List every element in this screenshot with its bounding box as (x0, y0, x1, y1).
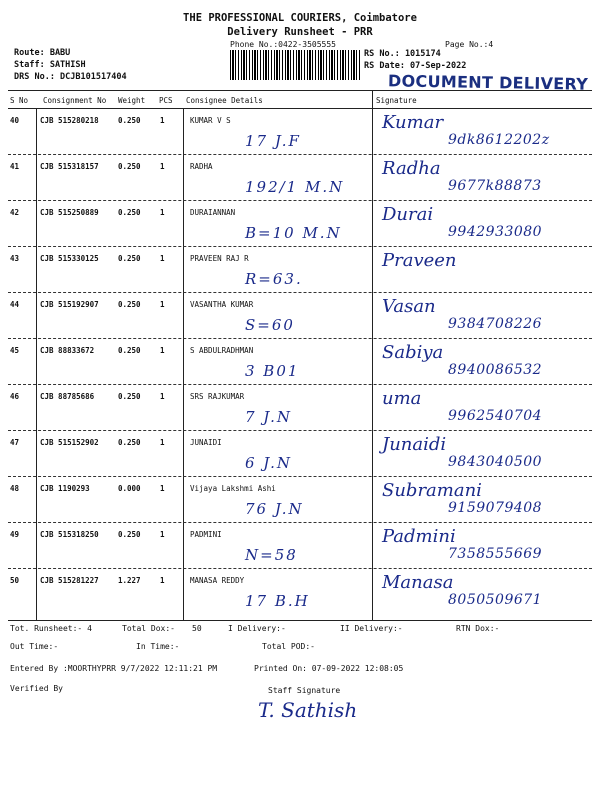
row-weight: 0.250 (118, 346, 141, 355)
row-signature: Vasan (382, 296, 436, 317)
grid-line (183, 108, 184, 620)
row-sno: 46 (10, 392, 20, 401)
verified-by: Verified By (10, 684, 63, 693)
row-divider (8, 338, 592, 339)
row-handwritten-phone: 9159079408 (448, 500, 543, 516)
row-handwritten-address: 7 J.N (245, 408, 293, 426)
row-pcs: 1 (160, 254, 165, 263)
row-consignment-no: CJB 88785686 (40, 392, 95, 401)
row-divider (8, 384, 592, 385)
row-signature: Sabiya (382, 342, 444, 363)
row-handwritten-address: 17 J.F (245, 132, 301, 150)
drs-number: DRS No.: DCJB101517404 (14, 72, 127, 82)
row-weight: 0.250 (118, 208, 141, 217)
row-consignment-no: CJB 515281227 (40, 576, 99, 585)
row-pcs: 1 (160, 438, 165, 447)
row-sno: 50 (10, 576, 20, 585)
total-dox-label: Total Dox:- (122, 624, 175, 633)
row-handwritten-address: 6 J.N (245, 454, 293, 472)
row-handwritten-phone: 9677k88873 (448, 178, 542, 194)
row-divider (8, 522, 592, 523)
company-title: THE PROFESSIONAL COURIERS, Coimbatore (183, 12, 417, 24)
row-weight: 0.250 (118, 300, 141, 309)
row-pcs: 1 (160, 484, 165, 493)
row-sno: 40 (10, 116, 20, 125)
row-pcs: 1 (160, 300, 165, 309)
row-consignment-no: CJB 88833672 (40, 346, 95, 355)
table-top-rule (8, 90, 592, 91)
row-consignee-name: KUMAR V S (190, 116, 231, 125)
runsheet-subtitle: Delivery Runsheet - PRR (227, 26, 373, 38)
ii-delivery: II Delivery:- (340, 624, 403, 633)
row-pcs: 1 (160, 530, 165, 539)
grid-line (372, 90, 373, 620)
row-consignee-name: VASANTHA KUMAR (190, 300, 254, 309)
col-consignment: Consignment No (43, 96, 107, 105)
staff-label: Staff: SATHISH (14, 60, 86, 70)
row-pcs: 1 (160, 346, 165, 355)
rs-number: RS No.: 1015174 (364, 49, 441, 59)
row-handwritten-phone: 9942933080 (448, 224, 543, 240)
row-handwritten-phone: 9384708226 (448, 316, 543, 332)
row-consignment-no: CJB 515192907 (40, 300, 99, 309)
rtn-dox: RTN Dox:- (456, 624, 500, 633)
row-handwritten-address: N=58 (245, 546, 298, 564)
row-weight: 0.250 (118, 254, 141, 263)
row-handwritten-phone: 9843040500 (448, 454, 543, 470)
entered-by: Entered By :MOORTHYPRR 9/7/2022 12:11:21 PM (10, 664, 218, 673)
col-sno: S No (10, 96, 29, 105)
row-handwritten-phone: 9dk8612202z (448, 132, 550, 148)
total-pod: Total POD:- (262, 642, 315, 651)
row-consignment-no: CJB 1190293 (40, 484, 90, 493)
barcode (230, 50, 360, 80)
row-handwritten-address: R=63. (245, 270, 303, 288)
col-weight: Weight (118, 96, 146, 105)
row-divider (8, 246, 592, 247)
row-consignment-no: CJB 515152902 (40, 438, 99, 447)
page-number: Page No.:4 (445, 40, 494, 49)
row-consignee-name: S ABDULRADHMAN (190, 346, 254, 355)
row-handwritten-address: 17 B.H (245, 592, 310, 610)
row-consignee-name: SRS RAJKUMAR (190, 392, 245, 401)
row-sno: 42 (10, 208, 20, 217)
row-sno: 48 (10, 484, 20, 493)
row-weight: 0.250 (118, 116, 141, 125)
row-pcs: 1 (160, 208, 165, 217)
row-weight: 0.250 (118, 392, 141, 401)
staff-signature-label: Staff Signature (268, 686, 341, 695)
row-consignee-name: Vijaya Lakshmi Ashi (190, 484, 276, 493)
row-handwritten-phone: 8050509671 (448, 592, 543, 608)
row-pcs: 1 (160, 392, 165, 401)
row-sno: 44 (10, 300, 20, 309)
row-handwritten-phone: 8940086532 (448, 362, 543, 378)
row-pcs: 1 (160, 162, 165, 171)
row-sno: 49 (10, 530, 20, 539)
row-pcs: 1 (160, 116, 165, 125)
row-weight: 0.000 (118, 484, 141, 493)
row-consignee-name: MANASA REDDY (190, 576, 245, 585)
row-handwritten-address: S=60 (245, 316, 295, 334)
row-weight: 0.250 (118, 530, 141, 539)
i-delivery: I Delivery:- (228, 624, 286, 633)
out-time: Out Time:- (10, 642, 59, 651)
route-label: Route: BABU (14, 48, 71, 58)
row-signature: uma (382, 388, 422, 409)
row-consignee-name: RADHA (190, 162, 213, 171)
col-consignee: Consignee Details (186, 96, 263, 105)
row-consignee-name: JUNAIDI (190, 438, 222, 447)
row-consignee-name: DURAIANNAN (190, 208, 236, 217)
row-handwritten-phone: 9962540704 (448, 408, 543, 424)
col-pcs: PCS (159, 96, 173, 105)
row-sno: 47 (10, 438, 20, 447)
row-consignment-no: CJB 515280218 (40, 116, 99, 125)
row-handwritten-address: 192/1 M.N (245, 178, 345, 196)
table-bottom-rule (8, 620, 592, 621)
row-signature: Manasa (382, 572, 454, 593)
row-handwritten-phone: 7358555669 (448, 546, 543, 562)
tot-runsheet: Tot. Runsheet:- 4 (10, 624, 92, 633)
row-weight: 1.227 (118, 576, 141, 585)
row-sno: 41 (10, 162, 20, 171)
row-sno: 45 (10, 346, 20, 355)
row-signature: Kumar (382, 112, 444, 133)
row-divider (8, 568, 592, 569)
row-signature: Praveen (382, 250, 457, 271)
row-signature: Padmini (382, 526, 456, 547)
row-consignee-name: PRAVEEN RAJ R (190, 254, 249, 263)
row-consignee-name: PADMINI (190, 530, 222, 539)
row-weight: 0.250 (118, 162, 141, 171)
grid-line (36, 108, 37, 620)
table-header-rule (8, 108, 592, 109)
row-handwritten-address: B=10 M.N (245, 224, 342, 242)
printed-on: Printed On: 07-09-2022 12:08:05 (254, 664, 404, 673)
row-consignment-no: CJB 515250889 (40, 208, 99, 217)
row-consignment-no: CJB 515318157 (40, 162, 99, 171)
document-delivery-stamp: DOCUMENT DELIVERY (387, 71, 589, 94)
row-sno: 43 (10, 254, 20, 263)
row-divider (8, 430, 592, 431)
row-handwritten-address: 76 J.N (245, 500, 304, 518)
row-signature: Junaidi (382, 434, 447, 455)
row-divider (8, 292, 592, 293)
row-signature: Durai (382, 204, 434, 225)
row-weight: 0.250 (118, 438, 141, 447)
in-time: In Time:- (136, 642, 180, 651)
row-pcs: 1 (160, 576, 165, 585)
row-divider (8, 200, 592, 201)
row-divider (8, 476, 592, 477)
row-signature: Radha (382, 158, 441, 179)
row-divider (8, 154, 592, 155)
row-signature: Subramani (382, 480, 482, 501)
total-dox-value: 50 (192, 624, 202, 633)
row-consignment-no: CJB 515330125 (40, 254, 99, 263)
rs-date: RS Date: 07-Sep-2022 (364, 61, 467, 71)
phone-number: Phone No.:0422-3505555 (230, 40, 336, 49)
col-signature: Signature (376, 96, 417, 105)
row-consignment-no: CJB 515318250 (40, 530, 99, 539)
row-handwritten-address: 3 B01 (245, 362, 300, 380)
staff-signature-handwriting: T. Sathish (258, 698, 358, 722)
